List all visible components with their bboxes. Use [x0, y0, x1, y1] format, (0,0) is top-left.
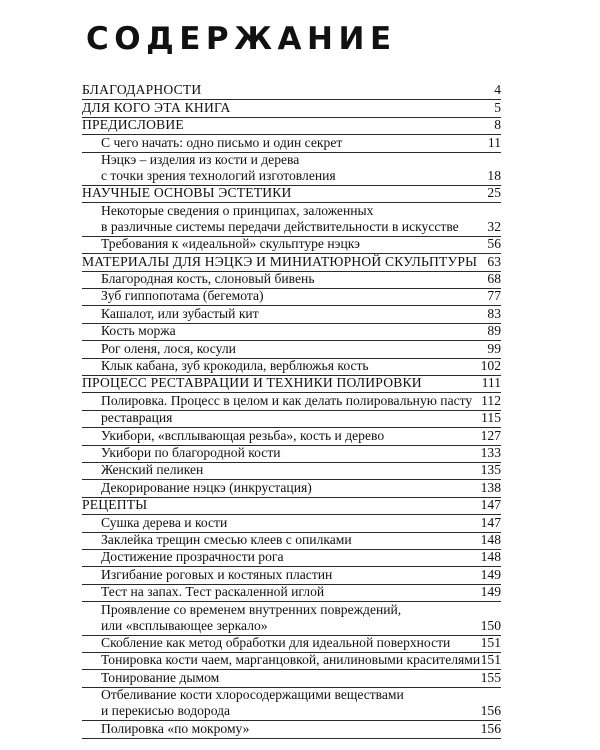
toc-subsection-entry: [82, 635, 501, 653]
toc-entry-title: Кость моржа: [101, 323, 176, 339]
toc-page-number: 115: [481, 410, 501, 426]
toc-entry-title: Нэцкэ – изделия из кости и дерева: [101, 151, 300, 167]
toc-entry-title: Полировка. Процесс в целом и как делать полировальную пасту: [101, 392, 473, 408]
toc-subsection-entry: [82, 236, 501, 254]
toc-page-number: 63: [487, 253, 501, 269]
toc-entry-title: ПРОЦЕСС РЕСТАВРАЦИИ И ТЕХНИКИ ПОЛИРОВКИ: [82, 375, 422, 391]
toc-subsection-entry: [82, 152, 501, 186]
toc-subsection-entry: [82, 479, 501, 497]
toc-entry-title: Отбеливание кости хлоросодержащими веществами: [101, 687, 404, 703]
toc-entry-title-continued: в различные системы передачи действительности в искусстве: [101, 218, 459, 234]
toc-page-number: 147: [480, 497, 501, 513]
toc-entry-title: Сушка дерева и кости: [101, 514, 228, 530]
toc-page-number: 4: [494, 82, 501, 98]
toc-entry-title: Достижение прозрачности рога: [101, 549, 284, 565]
toc-page-number: 149: [480, 584, 501, 600]
toc-entry-title: НАУЧНЫЕ ОСНОВЫ ЭСТЕТИКИ: [82, 185, 292, 201]
toc-entry-title-continued: с точки зрения технологий изготовления: [101, 167, 336, 183]
toc-entry-title-continued: и перекисью водорода: [101, 703, 231, 719]
toc-page-number: 99: [487, 340, 501, 356]
toc-section-entry: [82, 497, 501, 515]
toc-entry-title: МАТЕРИАЛЫ ДЛЯ НЭЦКЭ И МИНИАТЮРНОЙ СКУЛЬПТУРЫ: [82, 253, 478, 269]
toc-page-number: 156: [480, 703, 501, 719]
toc-page-number: 77: [487, 288, 501, 304]
toc-entry-title: Клык кабана, зуб крокодила, верблюжья кость: [101, 357, 369, 373]
toc-entry-title: Кашалот, или зубастый кит: [101, 305, 259, 321]
toc-entry-title: Некоторые сведения о принципах, заложенных: [101, 202, 374, 218]
toc-subsection-entry: [82, 566, 501, 584]
toc-subsection-entry: [82, 462, 501, 480]
toc-entry-title: Тест на запах. Тест раскаленной иглой: [101, 584, 325, 600]
toc-entry-title: Скобление как метод обработки для идеальной поверхности: [101, 634, 451, 650]
toc-entry-title: Зуб гиппопотама (бегемота): [101, 288, 264, 304]
toc-entry-title: РЕЦЕПТЫ: [82, 497, 148, 513]
toc-entry-title: Укибори, «всплывающая резьба», кость и дерево: [101, 427, 385, 443]
toc-subsection-entry: [82, 532, 501, 550]
toc-subsection-entry: [82, 514, 501, 532]
toc-entry-title: реставрация: [101, 410, 173, 426]
toc-subsection-entry: [82, 134, 501, 152]
toc-section-entry: [82, 117, 501, 135]
toc-entry-title: Женский пеликен: [101, 462, 204, 478]
toc-subsection-entry: [82, 288, 501, 306]
toc-page-number: 68: [487, 270, 501, 286]
toc-entry-title: Проявление со временем внутренних повреждений,: [101, 601, 402, 617]
toc-entry-title: Изгибание роговых и костяных пластин: [101, 566, 333, 582]
toc-page-number: 56: [487, 236, 501, 252]
toc-subsection-entry: [82, 427, 501, 445]
toc-page-number: 83: [487, 305, 501, 321]
toc-entry-title: ДЛЯ КОГО ЭТА КНИГА: [82, 99, 231, 115]
toc-section-entry: [82, 99, 501, 117]
toc-entry-title-continued: или «всплывающее зеркало»: [101, 617, 268, 633]
toc-entry-title: С чего начать: одно письмо и один секрет: [101, 134, 343, 150]
toc-subsection-entry: [82, 601, 501, 635]
toc-entry-title: Декорирование нэцкэ (инкрустация): [101, 479, 312, 495]
toc-subsection-entry: [82, 323, 501, 341]
page-title: СОДЕРЖАНИЕ: [86, 21, 397, 57]
toc-page-number: 8: [494, 117, 501, 133]
toc-page-number: 150: [480, 617, 501, 633]
toc-entry-title: Полировка «по мокрому»: [101, 720, 250, 736]
toc-subsection-entry: [82, 669, 501, 687]
toc-subsection-entry: [82, 410, 501, 428]
toc-entry-title: Укибори по благородной кости: [101, 444, 281, 460]
toc-entry-title: Рог оленя, лося, косули: [101, 340, 236, 356]
toc-page-number: 147: [480, 514, 501, 530]
toc-subsection-entry: [82, 358, 501, 376]
toc-page-number: 11: [487, 134, 501, 150]
toc-page-number: 32: [487, 218, 501, 234]
toc-page-number: 25: [487, 185, 501, 201]
toc-page-number: 156: [480, 720, 501, 736]
toc-entry-title: Тонирование дымом: [101, 669, 220, 685]
toc-page-number: 133: [480, 444, 501, 460]
toc-page-number: 151: [480, 652, 501, 668]
toc-section-entry: [82, 253, 501, 271]
toc-subsection-entry: [82, 720, 501, 738]
toc-page-number: 149: [480, 566, 501, 582]
toc-entry-title: Требования к «идеальной» скульптуре нэцкэ: [101, 236, 361, 252]
toc-entry-title: ПРЕДИСЛОВИЕ: [82, 117, 184, 133]
toc-section-entry: [82, 185, 501, 203]
toc-page-number: 135: [480, 462, 501, 478]
toc-subsection-entry: [82, 392, 501, 410]
toc-subsection-entry: [82, 687, 501, 721]
toc-page-number: 127: [480, 427, 501, 443]
toc-entry-title: БЛАГОДАРНОСТИ: [82, 82, 202, 98]
toc-section-entry: [82, 82, 501, 100]
toc-page-number: 148: [480, 549, 501, 565]
toc-subsection-entry: [82, 652, 501, 670]
toc-page-number: 89: [487, 323, 501, 339]
toc-subsection-entry: [82, 445, 501, 463]
toc-page-number: 112: [481, 392, 501, 408]
toc-page-number: 155: [480, 669, 501, 685]
toc-subsection-entry: [82, 305, 501, 323]
toc-page-number: 18: [487, 167, 501, 183]
toc-page-number: 148: [480, 531, 501, 547]
toc-subsection-entry: [82, 271, 501, 289]
toc-entry-title: Тонировка кости чаем, марганцовкой, анилиновыми красителями: [101, 652, 481, 668]
toc-page-number: 102: [480, 357, 501, 373]
toc-entry-title: Заклейка трещин смесью клеев с опилками: [101, 531, 352, 547]
toc-section-entry: [82, 375, 501, 393]
toc-page-number: 151: [480, 634, 501, 650]
toc-subsection-entry: [82, 202, 501, 236]
toc-subsection-entry: [82, 584, 501, 602]
toc-page-number: 5: [494, 99, 501, 115]
toc-page-number: 111: [481, 375, 501, 391]
toc-subsection-entry: [82, 340, 501, 358]
toc-page-number: 138: [480, 479, 501, 495]
toc-entry-title: Благородная кость, слоновый бивень: [101, 270, 315, 286]
toc-subsection-entry: [82, 549, 501, 567]
